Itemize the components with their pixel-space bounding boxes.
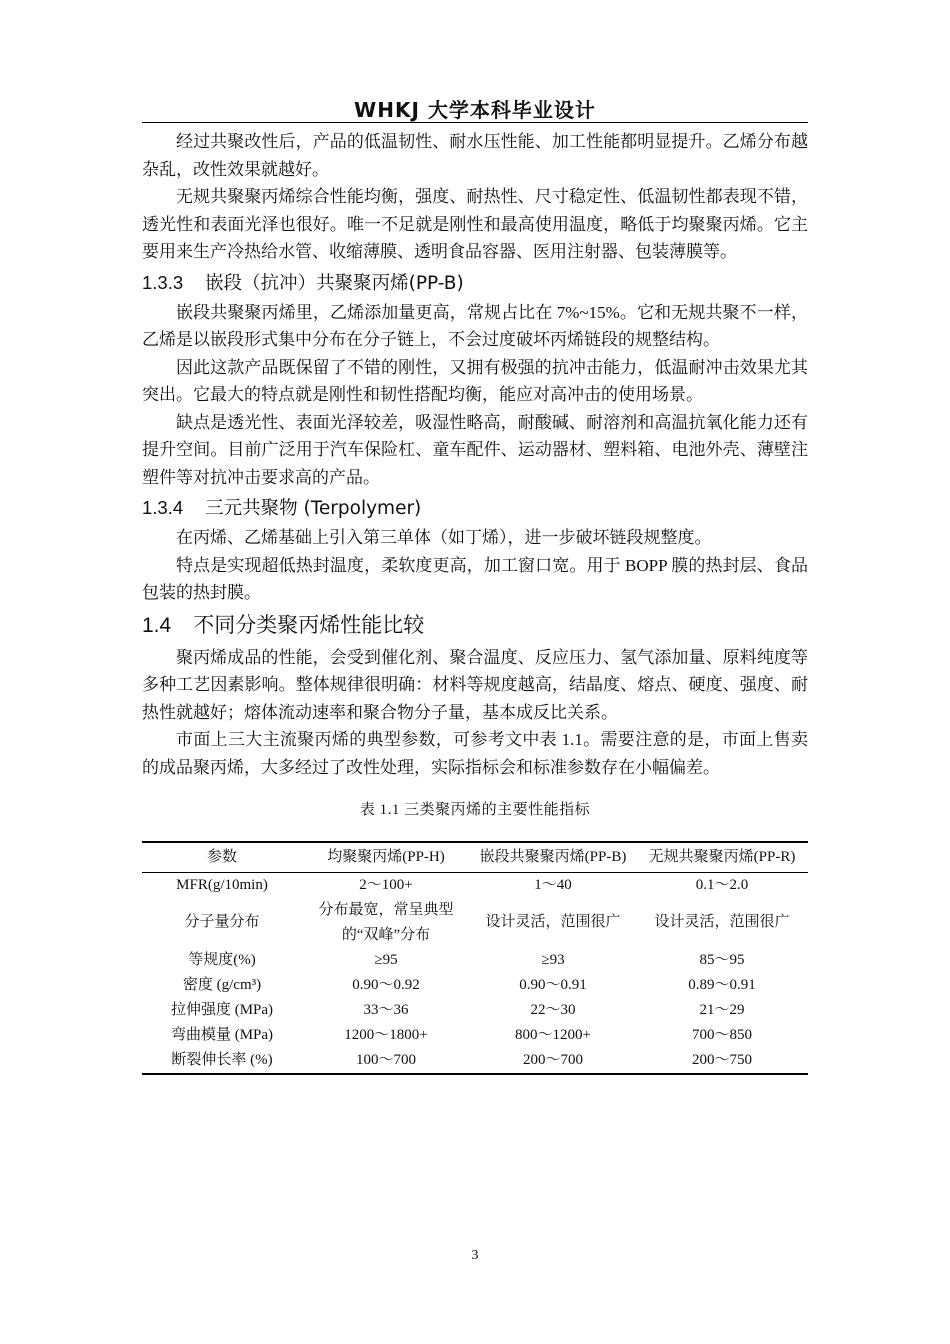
table-row	[142, 1048, 808, 1074]
table-cell: 700～850	[691, 1026, 752, 1043]
paragraph: 特点是实现超低热封温度，柔软度更高，加工窗口宽。用于 BOPP 膜的热封层、食品包装的热封膜。	[142, 555, 808, 602]
table-header-row	[142, 842, 808, 873]
table-cell: 断裂伸长率 (%)	[171, 1051, 273, 1068]
section-heading-1-3-3	[142, 268, 808, 299]
table-cell: 33～36	[363, 1001, 409, 1018]
section-number: 1.3.3	[142, 271, 184, 293]
section-number: 1.4	[142, 613, 172, 637]
table-cell: 密度 (g/cm³)	[182, 976, 262, 993]
table-cell: 分子量分布	[184, 914, 260, 930]
table-cell: 0.90～0.91	[519, 976, 587, 993]
table-row	[142, 948, 808, 973]
table-cell: 0.1～2.0	[695, 876, 749, 893]
table-cell: 800～1200+	[515, 1026, 591, 1043]
table-cell: 100～700	[355, 1051, 416, 1068]
table-cell: 200～700	[522, 1051, 583, 1068]
table-cell: 设计灵活，范围很广	[485, 914, 621, 930]
paragraph: 聚丙烯成品的性能，会受到催化剂、聚合温度、反应压力、氢气添加量、原料纯度等多种工艺因素影响。整体规律很明确：材料等规度越高，结晶度、熔点、硬度、强度、耐热性就越好；熔体流动速率和聚合物分子量，基本成反比关系。	[142, 647, 808, 722]
table-cell: 2～100+	[359, 876, 413, 893]
header-divider	[142, 122, 808, 123]
table-cell: ≥95	[374, 951, 398, 968]
properties-table	[142, 841, 808, 1075]
table-cell: 分布最宽，常呈典型的“双峰”分布	[318, 901, 454, 943]
section-heading-1-3-4	[142, 493, 808, 524]
section-title: 不同分类聚丙烯性能比较	[193, 612, 425, 637]
table-cell: 200～750	[691, 1051, 752, 1068]
paragraph: 市面上三大主流聚丙烯的典型参数，可参考文中表 1.1。需要注意的是，市面上售卖的成品聚丙烯，大多经过了改性处理，实际指标会和标准参数存在小幅偏差。	[142, 730, 808, 777]
table-header-cell: 均聚聚丙烯(PP-H)	[302, 842, 470, 873]
paragraph: 嵌段共聚聚丙烯里，乙烯添加量更高，常规占比在 7%~15%。它和无规共聚不一样，乙烯是以嵌段形式集中分布在分子链上，不会过度破坏丙烯链段的规整结构。	[142, 302, 808, 349]
table-cell: MFR(g/10min)	[176, 876, 268, 893]
section-title: 三元共聚物 (Terpolymer)	[205, 498, 422, 519]
paragraph: 无规共聚聚丙烯综合性能均衡，强度、耐热性、尺寸稳定性、低温韧性都表现不错，透光性和表面光泽也很好。唯一不足就是刚性和最高使用温度，略低于均聚聚丙烯。它主要用来生产冷热给水管、收缩薄膜、透明食品容器、医用注射器、包装薄膜等。	[142, 187, 808, 261]
table-row	[142, 998, 808, 1023]
table-header-cell: 嵌段共聚聚丙烯(PP-B)	[470, 842, 636, 873]
table-header-cell: 参数	[142, 842, 302, 873]
page-number: 3	[471, 1248, 479, 1263]
table-cell: 等规度(%)	[188, 951, 256, 968]
main-content	[142, 128, 808, 1075]
page-header: WHKJ 大学本科毕业设计	[354, 98, 596, 122]
table-cell: 85～95	[699, 951, 745, 968]
table-row	[142, 872, 808, 898]
table-cell: 弯曲模量 (MPa)	[170, 1026, 274, 1043]
paragraph: 缺点是透光性、表面光泽较差，吸湿性略高，耐酸碱、耐溶剂和高温抗氧化能力还有提升空间。目前广泛用于汽车保险杠、童车配件、运动器材、塑料箱、电池外壳、薄壁注塑件等对抗冲击要求高的产品。	[142, 412, 808, 487]
table-cell: 0.89～0.91	[688, 976, 756, 993]
table-row	[142, 1023, 808, 1048]
table-cell: 拉伸强度 (MPa)	[170, 1001, 274, 1018]
table-row	[142, 973, 808, 998]
section-number: 1.3.4	[142, 497, 184, 518]
table-cell: 22～30	[530, 1001, 576, 1018]
section-title: 嵌段（抗冲）共聚聚丙烯(PP-B)	[205, 272, 464, 294]
table-cell: 设计灵活，范围很广	[654, 914, 790, 930]
table-caption: 表 1.1 三类聚丙烯的主要性能指标	[359, 802, 591, 818]
table-cell: 0.90～0.92	[352, 976, 420, 993]
paragraph: 因此这款产品既保留了不错的刚性，又拥有极强的抗冲击能力，低温耐冲击效果尤其突出。它最大的特点就是刚性和韧性搭配均衡，能应对高冲击的使用场景。	[142, 357, 808, 404]
table-row	[142, 898, 808, 948]
table-cell: 1～40	[534, 876, 572, 893]
paragraph: 在丙烯、乙烯基础上引入第三单体（如丁烯），进一步破坏链段规整度。	[176, 528, 712, 547]
table-cell: 21～29	[699, 1001, 745, 1018]
paragraph: 经过共聚改性后，产品的低温韧性、耐水压性能、加工性能都明显提升。乙烯分布越杂乱，改性效果就越好。	[142, 132, 808, 179]
section-heading-1-4	[142, 609, 808, 642]
table-cell: 1200～1800+	[344, 1026, 428, 1043]
table-cell: ≥93	[541, 951, 565, 968]
table-header-cell: 无规共聚聚丙烯(PP-R)	[636, 842, 808, 873]
